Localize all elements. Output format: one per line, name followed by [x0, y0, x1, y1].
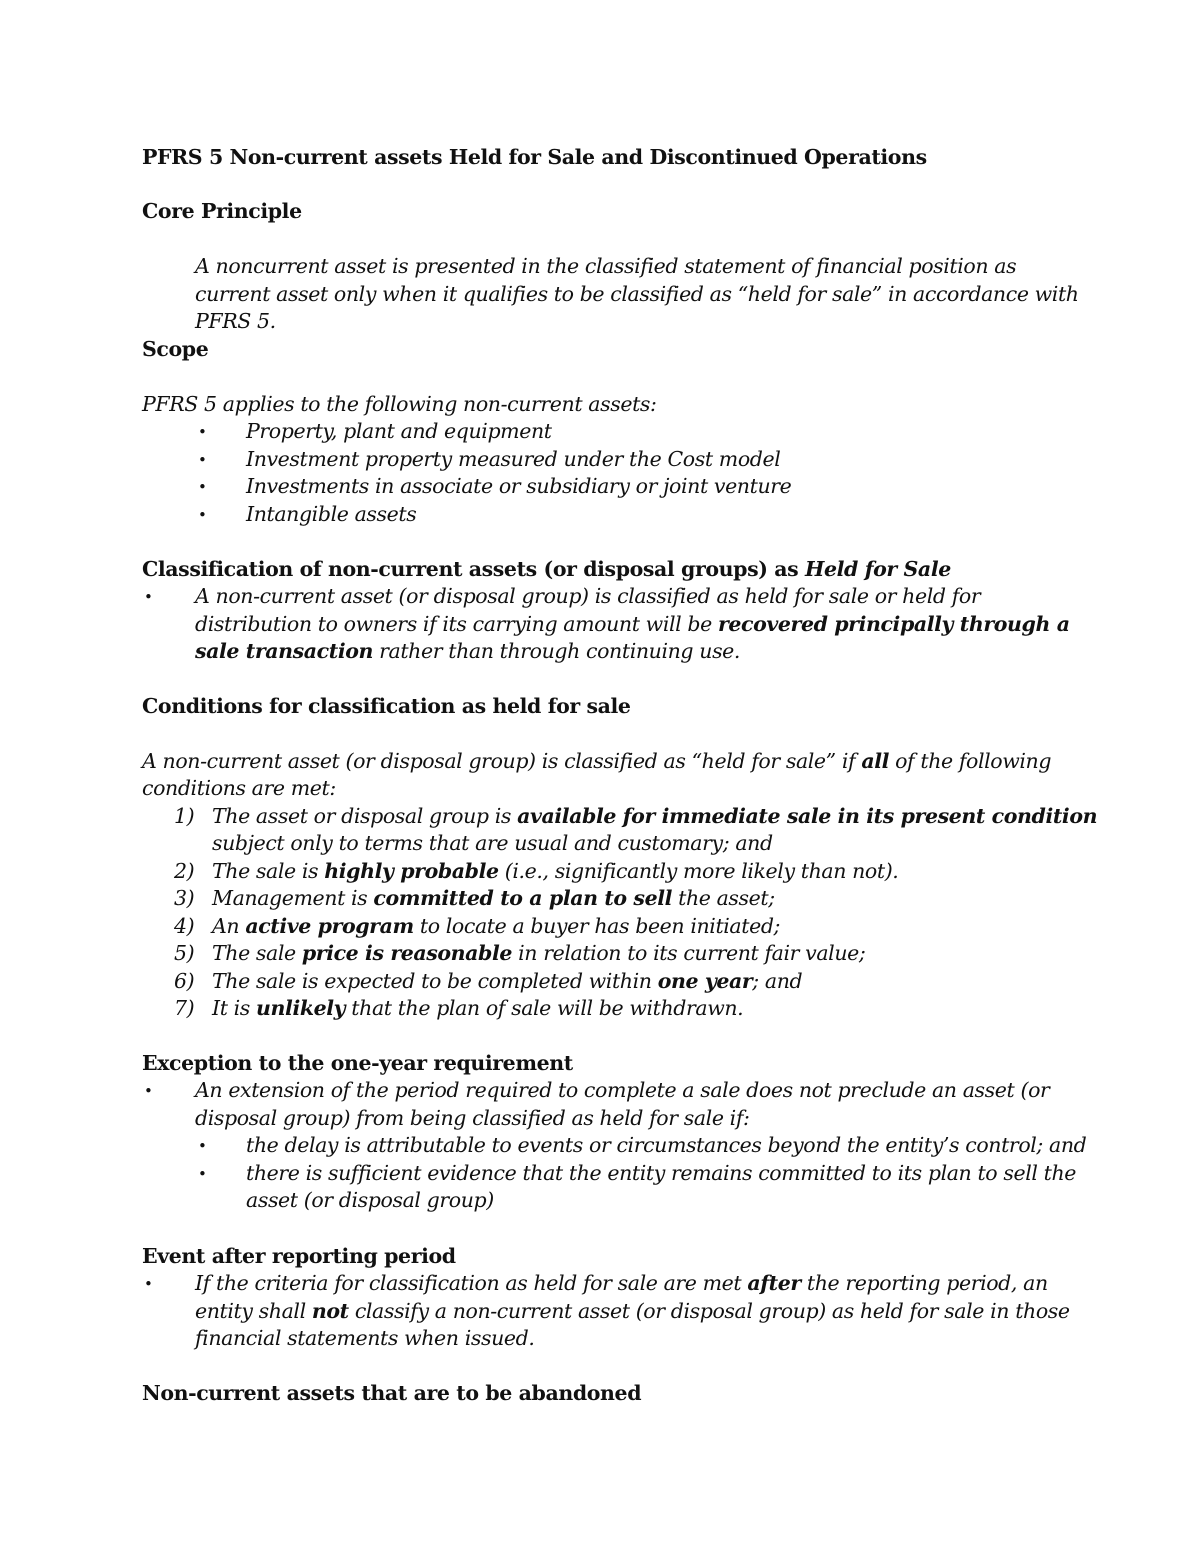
- conditions-intro-text: of the following: [889, 749, 1052, 773]
- bullet-icon: •: [198, 1165, 207, 1183]
- condition-emphasis: unlikely: [256, 996, 346, 1020]
- condition-item: [212, 912, 780, 940]
- condition-text: It is: [212, 996, 257, 1020]
- classification-line-2-emphasis: recovered principally through a: [717, 612, 1070, 636]
- core-principle-heading: Core Principle: [142, 199, 302, 223]
- abandoned-heading: Non-current assets that are to be abandoned: [142, 1381, 642, 1405]
- exception-sub-item: there is sufficient evidence that the entity remains committed to its plan to sell the: [246, 1161, 1077, 1185]
- condition-text: The asset or disposal group is: [212, 804, 518, 828]
- event-line-2: [195, 1297, 1070, 1325]
- scope-item: Property, plant and equipment: [246, 419, 552, 443]
- exception-sub-item-continuation: asset (or disposal group): [246, 1188, 494, 1212]
- condition-emphasis: active program: [245, 914, 414, 938]
- classification-line-2-text: distribution to owners if its carrying amount will be: [195, 612, 718, 636]
- conditions-heading: Conditions for classification as held for sale: [142, 694, 631, 718]
- event-emphasis: not: [311, 1299, 349, 1323]
- condition-item: [212, 967, 802, 995]
- condition-text: An: [212, 914, 246, 938]
- classification-line-3-emphasis: sale transaction: [195, 639, 373, 663]
- condition-number: 3): [174, 886, 195, 910]
- conditions-intro-line-1: [142, 747, 1051, 775]
- classification-heading-emphasis: Held for Sale: [805, 557, 951, 581]
- conditions-intro-line-2: conditions are met:: [142, 776, 336, 800]
- scope-item: Investment property measured under the Cost model: [246, 447, 781, 471]
- event-text: entity shall: [195, 1299, 312, 1323]
- bullet-icon: •: [144, 1082, 153, 1100]
- conditions-intro-text: A non-current asset (or disposal group) is classified as “held for sale” if: [142, 749, 862, 773]
- bullet-icon: •: [198, 506, 207, 524]
- classification-line-1: A non-current asset (or disposal group) is classified as held for sale or held for: [195, 584, 981, 608]
- bullet-icon: •: [198, 451, 207, 469]
- condition-number: 6): [174, 969, 195, 993]
- condition-text: The sale is expected to be completed within: [212, 969, 658, 993]
- event-emphasis: after: [747, 1271, 801, 1295]
- condition-number: 2): [174, 859, 195, 883]
- condition-text: ; and: [752, 969, 803, 993]
- condition-item: [212, 802, 1097, 830]
- condition-emphasis: one year: [657, 969, 753, 993]
- condition-text: that the plan of sale will be withdrawn.: [345, 996, 744, 1020]
- condition-text: Management is: [212, 886, 374, 910]
- classification-line-3: [195, 637, 740, 665]
- scope-item: Intangible assets: [246, 502, 417, 526]
- core-principle-line-1: A noncurrent asset is presented in the classified statement of financial position as: [195, 254, 1017, 278]
- condition-number: 5): [174, 941, 195, 965]
- exception-line-2: disposal group) from being classified as held for sale if:: [195, 1106, 750, 1130]
- classification-heading: [142, 555, 951, 583]
- event-heading: Event after reporting period: [142, 1244, 456, 1268]
- classification-line-3-text: rather than through continuing use.: [373, 639, 741, 663]
- classification-heading-text: Classification of non-current assets (or disposal groups) as: [142, 557, 806, 581]
- condition-item: [212, 939, 865, 967]
- scope-heading: Scope: [142, 337, 209, 361]
- exception-sub-item: the delay is attributable to events or circumstances beyond the entity’s control; and: [246, 1133, 1087, 1157]
- bullet-icon: •: [144, 1275, 153, 1293]
- condition-text: to locate a buyer has been initiated;: [413, 914, 781, 938]
- event-line-3: financial statements when issued.: [195, 1326, 535, 1350]
- classification-line-2: [195, 610, 1070, 638]
- bullet-icon: •: [198, 423, 207, 441]
- event-text: classify a non-current asset (or disposal group) as held for sale in those: [348, 1299, 1070, 1323]
- bullet-icon: •: [198, 478, 207, 496]
- condition-number: 1): [174, 804, 195, 828]
- event-text: If the criteria for classification as held for sale are met: [195, 1271, 748, 1295]
- condition-item: [212, 857, 898, 885]
- condition-text: in relation to its current fair value;: [512, 941, 866, 965]
- core-principle-line-2: current asset only when it qualifies to be classified as “held for sale” in accordance with: [195, 282, 1079, 306]
- condition-emphasis: available for immediate sale in its present condition: [517, 804, 1098, 828]
- event-text: the reporting period, an: [800, 1271, 1048, 1295]
- scope-item: Investments in associate or subsidiary or joint venture: [246, 474, 792, 498]
- core-principle-line-3: PFRS 5.: [195, 309, 276, 333]
- event-line-1: [195, 1269, 1048, 1297]
- condition-text: (i.e., significantly more likely than not).: [498, 859, 899, 883]
- condition-emphasis: committed to a plan to sell: [373, 886, 672, 910]
- condition-text: the asset;: [671, 886, 775, 910]
- bullet-icon: •: [144, 588, 153, 606]
- page-title: PFRS 5 Non-current assets Held for Sale and Discontinued Operations: [142, 145, 927, 169]
- condition-text: The sale is: [212, 859, 325, 883]
- exception-line-1: An extension of the period required to complete a sale does not preclude an asset (or: [195, 1078, 1050, 1102]
- condition-item: [212, 884, 775, 912]
- exception-heading: Exception to the one-year requirement: [142, 1051, 573, 1075]
- condition-item: [212, 994, 743, 1022]
- scope-intro: PFRS 5 applies to the following non-current assets:: [142, 392, 657, 416]
- condition-emphasis: price is reasonable: [301, 941, 513, 965]
- conditions-intro-emphasis: all: [861, 749, 889, 773]
- condition-emphasis: highly probable: [324, 859, 499, 883]
- condition-number: 4): [174, 914, 195, 938]
- condition-number: 7): [174, 996, 195, 1020]
- condition-item-continuation: subject only to terms that are usual and customary; and: [212, 831, 773, 855]
- condition-text: The sale: [212, 941, 302, 965]
- bullet-icon: •: [198, 1137, 207, 1155]
